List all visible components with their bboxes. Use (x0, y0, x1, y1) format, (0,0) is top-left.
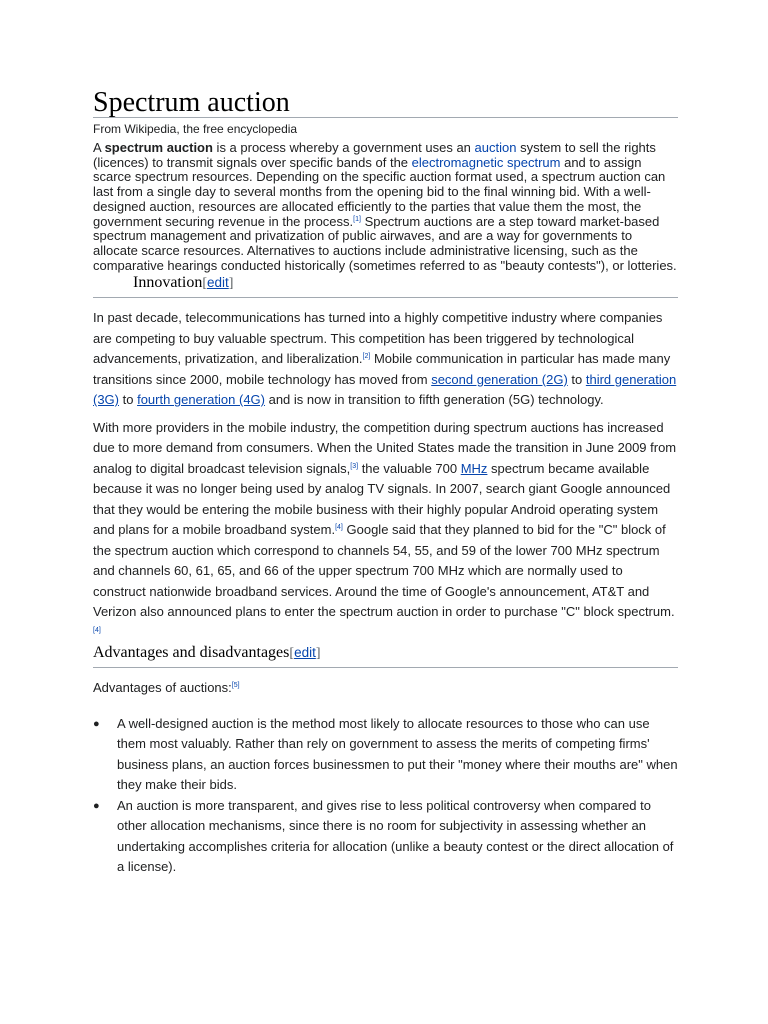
lead-text: Spectrum auctions are a step toward market-based spectrum management and privatization of public airwaves, and are a way for governments to allocate scarce resources. Alternatives to auctions include administrative licensing, such as the comparative hearings conducted historically (sometimes referred to as "beauty contests"), or lotteries. (93, 213, 677, 273)
edit-bracket-open: [ (289, 646, 295, 662)
section-heading-text: Innovation (133, 274, 203, 292)
link-electromagnetic-spectrum[interactable]: electromagnetic spectrum (411, 154, 561, 170)
citation-2[interactable]: [2] (362, 353, 371, 361)
section-heading-text: Advantages and disadvantages (93, 644, 290, 662)
edit-bracket-close: ] (315, 646, 321, 662)
body-text: Advantages of auctions: (93, 680, 232, 696)
body-text: With more providers in the mobile industry, the competition during spectrum auctions has increased due to more demand from consumers. When the United States made the transition in June 2009 from analog to digital broadcast television signals, (93, 419, 677, 476)
edit-section (289, 646, 320, 661)
list-item (93, 796, 678, 878)
body-text: to (567, 371, 586, 387)
citation-4[interactable]: [4] (93, 626, 101, 634)
link-auction[interactable]: auction (474, 140, 517, 155)
innovation-paragraph-2 (93, 418, 678, 644)
body-text: In past decade, telecommunications has turned into a highly competitive industry where companies are competing to buy valuable spectrum. This competition has been triggered by technological advancements, privatization, and liberalization. (93, 310, 663, 367)
site-tagline: From Wikipedia, the free encyclopedia (93, 122, 298, 136)
lead-text: and to assign scarce spectrum resources. Depending on the specific auction format used, a spectrum auction can last from a single day to several months from the opening bid to the final winning bid. With a well-designed auction, resources are allocated efficiently to the parties that value them the most, the government securing revenue in the process. (93, 154, 666, 229)
list-item-text: A well-designed auction is the method most likely to allocate resources to those who can use them most valuably. Rather than rely on government to assess the merits of competing firms' business plans, an auction forces businessmen to put their "money where their mouths are" when they make their bids. (117, 715, 678, 793)
body-text: spectrum became available because it was no longer being used by analog TV signals. In 2007, search giant Google announced that they would be entering the mobile business with their highly popular Android operating system and plans for a mobile broadband system. (93, 460, 671, 538)
citation-4[interactable]: [4] (335, 524, 343, 532)
bullet-icon: ● (93, 717, 100, 730)
body-text: the valuable 700 (358, 460, 461, 476)
lead-text: A (93, 140, 105, 155)
edit-bracket-open: [ (202, 276, 207, 292)
edit-section (202, 276, 233, 291)
advantages-intro (93, 678, 678, 699)
advantages-list (93, 714, 678, 878)
edit-link-innovation[interactable]: edit (207, 275, 229, 291)
lead-text: system to sell the rights (licences) to transmit signals over specific bands of the (93, 140, 656, 170)
page-title: Spectrum auction (93, 86, 678, 118)
link-third-generation[interactable]: third generation (3G) (93, 371, 677, 408)
link-fourth-generation[interactable]: fourth generation (4G) (137, 392, 265, 408)
list-item (93, 714, 678, 796)
lead-text: is a process whereby a government uses an (212, 140, 475, 155)
body-text: and is now in transition to fifth generation (5G) technology. (264, 392, 604, 408)
lead-paragraph (93, 141, 678, 273)
body-text: to (119, 392, 138, 408)
list-item-text: An auction is more transparent, and gives rise to less political controversy when compared to other allocation mechanisms, since there is no room for subjectivity in assessing whether an undertaking accomplishes criteria for allocation (unlike a beauty contest or the direct allocation of a license). (117, 797, 674, 875)
body-text: Mobile communication in particular has made many transitions since 2000, mobile technology has moved from (93, 351, 671, 387)
article (93, 86, 678, 878)
section-heading-innovation (93, 273, 678, 298)
citation-1[interactable]: [1] (353, 215, 361, 223)
link-second-generation[interactable]: second generation (2G) (431, 371, 568, 387)
body-text: Google said that they planned to bid for the "C" block of the spectrum auction which correspond to channels 54, 55, and 59 of the lower 700 MHz spectrum and channels 60, 61, 65, and 66 of the upper spectrum 700 MHz which are normally used to construct nationwide broadband services. Around the time of Google's announcement, AT&T and Verizon also announced plans to enter the spectrum auction in order to purchase "C" block spectrum. (93, 522, 675, 620)
edit-link-advantages[interactable]: edit (294, 645, 316, 661)
citation-5[interactable]: [5] (231, 682, 240, 690)
edit-bracket-close: ] (228, 276, 234, 292)
bullet-icon: ● (93, 799, 100, 812)
link-mhz[interactable]: MHz (460, 460, 488, 476)
section-heading-advantages (93, 643, 678, 668)
citation-3[interactable]: [3] (350, 462, 359, 470)
innovation-paragraph-1 (93, 308, 678, 411)
lead-bold-term: spectrum auction (104, 140, 213, 155)
